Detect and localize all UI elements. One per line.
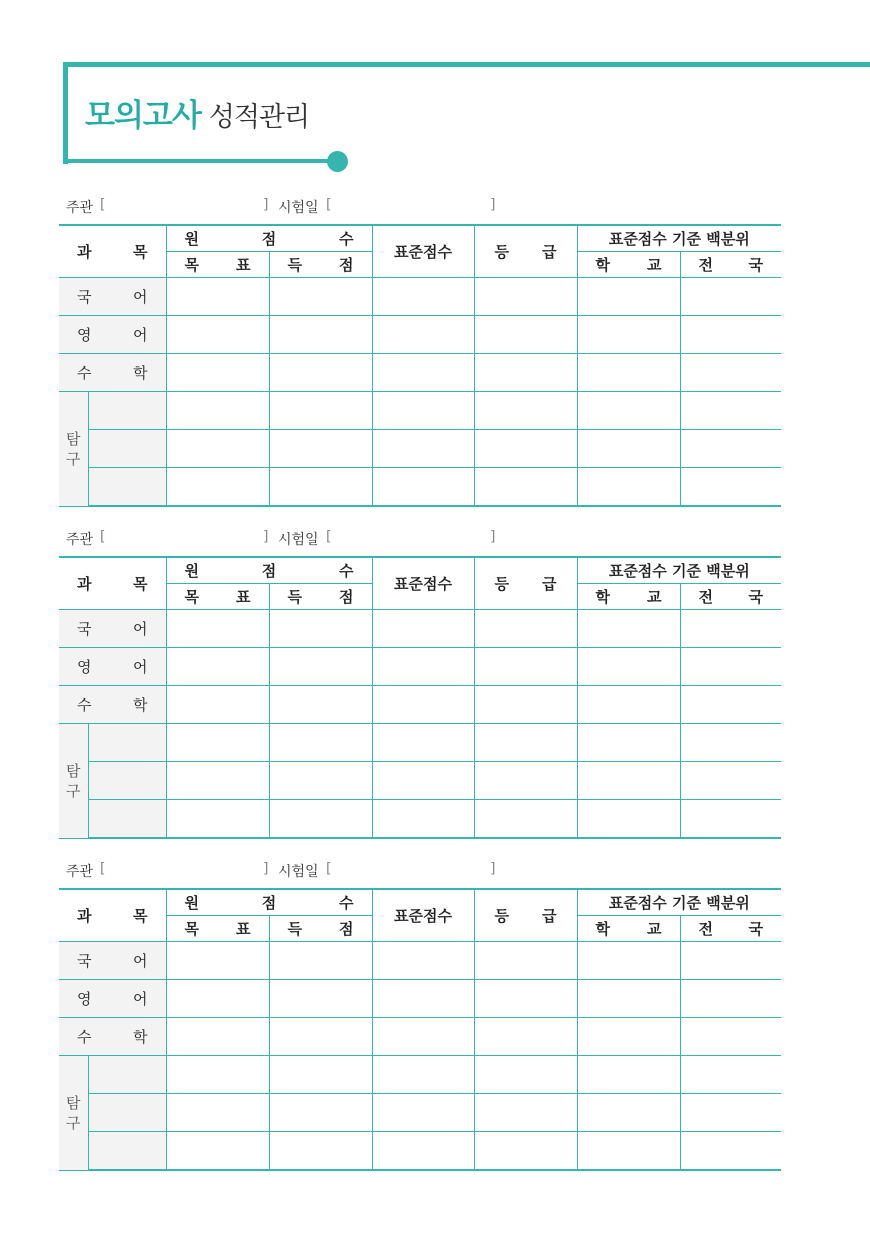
row-korean	[59, 278, 781, 316]
host-label: 주관	[66, 200, 94, 216]
date-field[interactable]	[336, 197, 486, 215]
title-main: 모의고사	[85, 98, 201, 134]
score-cell[interactable]	[269, 1094, 372, 1132]
inquiry-subject-field[interactable]	[88, 392, 166, 430]
header-nation: 전 국	[680, 916, 781, 942]
header-subject: 과 목	[59, 889, 166, 942]
score-cell[interactable]	[372, 610, 474, 648]
header-raw-score: 원 점 수	[166, 889, 372, 916]
host-label: 주관	[66, 864, 94, 880]
header-goal: 목 표	[166, 584, 269, 610]
score-cell[interactable]	[269, 1132, 372, 1171]
host-label: 주관	[66, 532, 94, 548]
header-obtained: 득 점	[269, 252, 372, 278]
row-inquiry-1	[59, 392, 781, 430]
row-inquiry-2	[59, 430, 781, 468]
header-percentile: 표준점수 기준 백분위	[577, 889, 781, 916]
score-cell[interactable]	[474, 468, 577, 507]
host-bracket-close: ]	[263, 529, 269, 545]
score-cell[interactable]	[680, 648, 781, 686]
score-cell[interactable]	[372, 980, 474, 1018]
header-standard-score: 표준점수	[372, 225, 474, 278]
subject-english: 영 어	[59, 316, 166, 354]
banner-left-line	[63, 62, 68, 164]
subject-inquiry: 탐 구	[59, 724, 88, 839]
header-nation: 전 국	[680, 584, 781, 610]
score-cell[interactable]	[474, 648, 577, 686]
score-cell[interactable]	[474, 392, 577, 430]
score-cell[interactable]	[680, 686, 781, 724]
score-cell[interactable]	[577, 980, 680, 1018]
score-cell[interactable]	[577, 610, 680, 648]
row-math	[59, 354, 781, 392]
score-cell[interactable]	[372, 1094, 474, 1132]
score-cell[interactable]	[166, 800, 269, 839]
host-bracket-close: ]	[263, 861, 269, 877]
score-cell[interactable]	[474, 980, 577, 1018]
date-field[interactable]	[336, 861, 486, 879]
score-cell[interactable]	[680, 724, 781, 762]
header-standard-score: 표준점수	[372, 889, 474, 942]
score-cell[interactable]	[680, 610, 781, 648]
row-inquiry-1	[59, 1056, 781, 1094]
score-cell[interactable]	[269, 1018, 372, 1056]
score-cell[interactable]	[166, 430, 269, 468]
score-cell[interactable]	[577, 648, 680, 686]
date-bracket-close: ]	[490, 861, 496, 877]
score-cell[interactable]	[474, 1132, 577, 1171]
score-cell[interactable]	[166, 724, 269, 762]
score-cell[interactable]	[166, 610, 269, 648]
score-cell[interactable]	[166, 468, 269, 507]
score-cell[interactable]	[269, 392, 372, 430]
score-cell[interactable]	[269, 468, 372, 507]
score-cell[interactable]	[372, 392, 474, 430]
score-cell[interactable]	[577, 354, 680, 392]
score-cell[interactable]	[269, 800, 372, 839]
header-nation: 전 국	[680, 252, 781, 278]
date-bracket-close: ]	[490, 529, 496, 545]
score-cell[interactable]	[372, 316, 474, 354]
row-korean	[59, 942, 781, 980]
banner-bottom-line	[63, 159, 338, 163]
subject-korean: 국 어	[59, 942, 166, 980]
date-bracket-close: ]	[490, 197, 496, 213]
subject-korean: 국 어	[59, 610, 166, 648]
score-cell[interactable]	[577, 316, 680, 354]
score-cell[interactable]	[577, 1132, 680, 1171]
title-sub: 성적관리	[208, 102, 310, 133]
score-table-1	[59, 224, 781, 507]
row-math	[59, 686, 781, 724]
score-cell[interactable]	[474, 1018, 577, 1056]
score-cell[interactable]	[680, 316, 781, 354]
score-cell[interactable]	[474, 1094, 577, 1132]
subject-math: 수 학	[59, 1018, 166, 1056]
score-cell[interactable]	[474, 1056, 577, 1094]
score-cell[interactable]	[680, 354, 781, 392]
score-cell[interactable]	[269, 354, 372, 392]
subject-inquiry: 탐 구	[59, 392, 88, 507]
score-cell[interactable]	[474, 430, 577, 468]
score-cell[interactable]	[166, 686, 269, 724]
score-table-3	[59, 888, 781, 1171]
score-cell[interactable]	[166, 1018, 269, 1056]
score-cell[interactable]	[269, 686, 372, 724]
score-cell[interactable]	[372, 724, 474, 762]
score-cell[interactable]	[577, 392, 680, 430]
header-subject: 과 목	[59, 557, 166, 610]
host-bracket-open: [	[100, 197, 106, 213]
row-inquiry-2	[59, 762, 781, 800]
date-label: 시험일	[278, 532, 319, 548]
score-cell[interactable]	[577, 468, 680, 507]
subject-english: 영 어	[59, 980, 166, 1018]
date-bracket-open: [	[326, 861, 332, 877]
score-cell[interactable]	[372, 430, 474, 468]
row-korean	[59, 610, 781, 648]
score-cell[interactable]	[577, 942, 680, 980]
subject-inquiry: 탐 구	[59, 1056, 88, 1171]
score-cell[interactable]	[372, 762, 474, 800]
header-raw-score: 원 점 수	[166, 225, 372, 252]
row-inquiry-3	[59, 800, 781, 839]
score-cell[interactable]	[577, 1094, 680, 1132]
header-grade: 등 급	[474, 889, 577, 942]
score-cell[interactable]	[474, 942, 577, 980]
header-obtained: 득 점	[269, 916, 372, 942]
date-label: 시험일	[278, 864, 319, 880]
inquiry-subject-field[interactable]	[88, 724, 166, 762]
inquiry-subject-field[interactable]	[88, 468, 166, 507]
score-cell[interactable]	[680, 1056, 781, 1094]
score-cell[interactable]	[577, 1056, 680, 1094]
score-cell[interactable]	[372, 1132, 474, 1171]
score-cell[interactable]	[372, 942, 474, 980]
score-cell[interactable]	[269, 724, 372, 762]
score-cell[interactable]	[372, 354, 474, 392]
score-cell[interactable]	[680, 278, 781, 316]
row-english	[59, 980, 781, 1018]
banner-dot	[327, 151, 348, 172]
score-cell[interactable]	[166, 980, 269, 1018]
score-cell[interactable]	[372, 1056, 474, 1094]
row-inquiry-3	[59, 1132, 781, 1171]
subject-korean: 국 어	[59, 278, 166, 316]
header-subject: 과 목	[59, 225, 166, 278]
score-cell[interactable]	[166, 1056, 269, 1094]
header-percentile: 표준점수 기준 백분위	[577, 557, 781, 584]
score-cell[interactable]	[577, 686, 680, 724]
header-school: 학 교	[577, 916, 680, 942]
header-school: 학 교	[577, 252, 680, 278]
header-grade: 등 급	[474, 557, 577, 610]
score-cell[interactable]	[269, 1056, 372, 1094]
score-cell[interactable]	[577, 762, 680, 800]
header-percentile: 표준점수 기준 백분위	[577, 225, 781, 252]
score-cell[interactable]	[166, 762, 269, 800]
date-bracket-open: [	[326, 197, 332, 213]
score-cell[interactable]	[577, 800, 680, 839]
subject-english: 영 어	[59, 648, 166, 686]
date-bracket-open: [	[326, 529, 332, 545]
score-cell[interactable]	[474, 724, 577, 762]
score-cell[interactable]	[269, 316, 372, 354]
score-table-2	[59, 556, 781, 839]
header-goal: 목 표	[166, 252, 269, 278]
score-cell[interactable]	[166, 278, 269, 316]
score-cell[interactable]	[474, 278, 577, 316]
header-obtained: 득 점	[269, 584, 372, 610]
banner-top-line	[63, 62, 870, 67]
page-title	[85, 96, 309, 141]
inquiry-subject-field[interactable]	[88, 1094, 166, 1132]
date-field[interactable]	[336, 529, 486, 547]
score-cell[interactable]	[269, 942, 372, 980]
header-goal: 목 표	[166, 916, 269, 942]
score-cell[interactable]	[680, 942, 781, 980]
host-bracket-open: [	[100, 529, 106, 545]
score-cell[interactable]	[680, 1132, 781, 1171]
host-field[interactable]	[110, 529, 260, 547]
row-inquiry-2	[59, 1094, 781, 1132]
score-cell[interactable]	[166, 354, 269, 392]
score-cell[interactable]	[372, 1018, 474, 1056]
score-cell[interactable]	[680, 1094, 781, 1132]
score-cell[interactable]	[577, 278, 680, 316]
score-cell[interactable]	[474, 686, 577, 724]
score-cell[interactable]	[269, 278, 372, 316]
inquiry-subject-field[interactable]	[88, 762, 166, 800]
score-cell[interactable]	[680, 1018, 781, 1056]
inquiry-subject-field[interactable]	[88, 1132, 166, 1171]
score-cell[interactable]	[269, 430, 372, 468]
inquiry-subject-field[interactable]	[88, 430, 166, 468]
row-math	[59, 1018, 781, 1056]
score-cell[interactable]	[166, 942, 269, 980]
score-cell[interactable]	[269, 610, 372, 648]
score-cell[interactable]	[166, 1094, 269, 1132]
score-cell[interactable]	[680, 468, 781, 507]
score-cell[interactable]	[474, 316, 577, 354]
score-cell[interactable]	[474, 610, 577, 648]
host-field[interactable]	[110, 861, 260, 879]
score-cell[interactable]	[577, 430, 680, 468]
row-english	[59, 316, 781, 354]
score-cell[interactable]	[680, 980, 781, 1018]
score-cell[interactable]	[577, 724, 680, 762]
host-bracket-close: ]	[263, 197, 269, 213]
header-school: 학 교	[577, 584, 680, 610]
header-standard-score: 표준점수	[372, 557, 474, 610]
score-cell[interactable]	[269, 980, 372, 1018]
score-cell[interactable]	[372, 468, 474, 507]
score-cell[interactable]	[474, 800, 577, 839]
date-label: 시험일	[278, 200, 319, 216]
row-english	[59, 648, 781, 686]
inquiry-subject-field[interactable]	[88, 1056, 166, 1094]
score-cell[interactable]	[269, 762, 372, 800]
score-cell[interactable]	[372, 800, 474, 839]
score-cell[interactable]	[269, 648, 372, 686]
header-raw-score: 원 점 수	[166, 557, 372, 584]
host-bracket-open: [	[100, 861, 106, 877]
host-field[interactable]	[110, 197, 260, 215]
header-grade: 등 급	[474, 225, 577, 278]
score-cell[interactable]	[680, 800, 781, 839]
row-inquiry-1	[59, 724, 781, 762]
inquiry-subject-field[interactable]	[88, 800, 166, 839]
score-cell[interactable]	[680, 392, 781, 430]
score-cell[interactable]	[474, 762, 577, 800]
row-inquiry-3	[59, 468, 781, 507]
score-cell[interactable]	[166, 392, 269, 430]
score-cell[interactable]	[166, 316, 269, 354]
score-cell[interactable]	[372, 648, 474, 686]
score-cell[interactable]	[372, 686, 474, 724]
score-cell[interactable]	[680, 762, 781, 800]
score-cell[interactable]	[166, 648, 269, 686]
score-cell[interactable]	[680, 430, 781, 468]
subject-math: 수 학	[59, 686, 166, 724]
score-cell[interactable]	[372, 278, 474, 316]
score-cell[interactable]	[577, 1018, 680, 1056]
score-cell[interactable]	[474, 354, 577, 392]
subject-math: 수 학	[59, 354, 166, 392]
score-cell[interactable]	[166, 1132, 269, 1171]
